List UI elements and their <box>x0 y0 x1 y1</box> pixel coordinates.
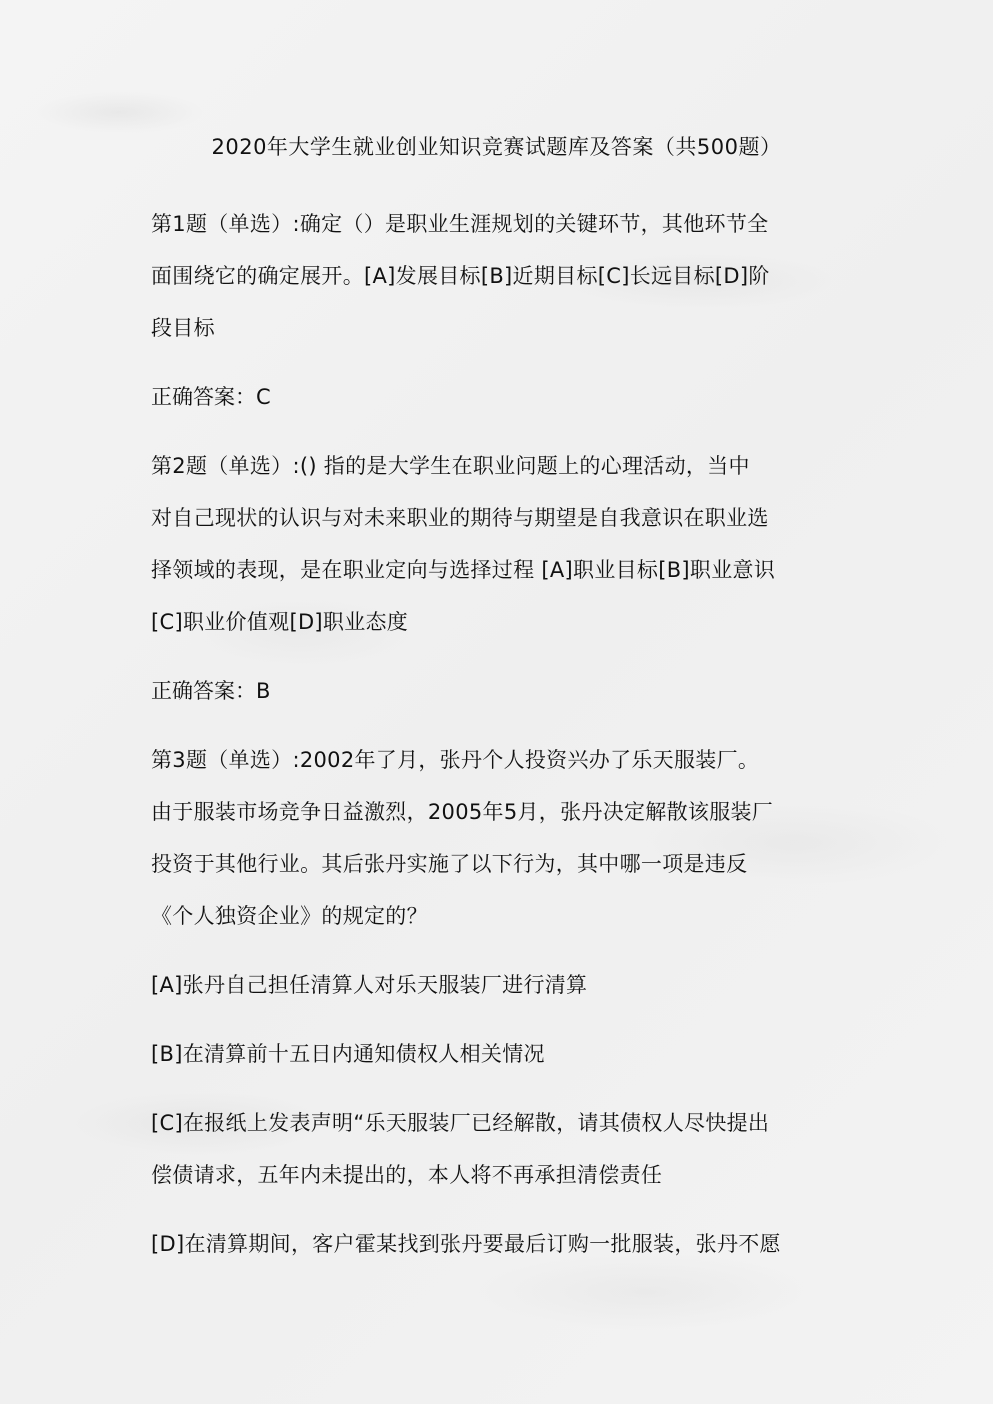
option-d-line-1: [D]在清算期间，客户霍某找到张丹要最后订购一批服装，张丹不愿 <box>151 1232 781 1256</box>
answer-label: 正确答案： <box>151 679 256 703</box>
question-3-stem-line-1: 第3题（单选）:2002年了月，张丹个人投资兴办了乐天服装厂。 <box>151 748 760 772</box>
question-1-answer <box>151 371 841 423</box>
document-title: 2020年大学生就业创业知识竞赛试题库及答案（共500题） <box>211 135 782 159</box>
question-3-option-b <box>151 1028 841 1080</box>
question-3-option-c <box>151 1097 841 1201</box>
question-2 <box>151 440 841 648</box>
answer-value: C <box>256 385 271 409</box>
question-1-stem-line-2: 面围绕它的确定展开。[A]发展目标[B]近期目标[C]长远目标[D]阶 <box>151 264 770 288</box>
answer-label: 正确答案： <box>151 385 256 409</box>
question-1 <box>151 198 841 354</box>
question-3-stem-line-2: 由于服装市场竞争日益激烈，2005年5月，张丹决定解散该服装厂 <box>151 800 774 824</box>
answer-value: B <box>256 679 271 703</box>
question-3-option-a <box>151 959 841 1011</box>
option-b-line-1: [B]在清算前十五日内通知债权人相关情况 <box>151 1042 545 1066</box>
question-2-stem-line-1: 第2题（单选）:() 指的是大学生在职业问题上的心理活动，当中 <box>151 454 750 478</box>
question-2-stem-line-4: [C]职业价值观[D]职业态度 <box>151 610 409 634</box>
question-2-stem-line-2: 对自己现状的认识与对未来职业的期待与期望是自我意识在职业选 <box>151 506 769 530</box>
option-a-line-1: [A]张丹自己担任清算人对乐天服装厂进行清算 <box>151 973 588 997</box>
question-2-stem-line-3: 择领域的表现，是在职业定向与选择过程 [A]职业目标[B]职业意识 <box>151 558 776 582</box>
question-3-stem-line-3: 投资于其他行业。其后张丹实施了以下行为，其中哪一项是违反 <box>151 852 748 876</box>
question-2-answer <box>151 665 841 717</box>
question-1-stem-line-3: 段目标 <box>151 316 215 340</box>
question-1-stem-line-1: 第1题（单选）:确定（）是职业生涯规划的关键环节，其他环节全 <box>151 212 769 236</box>
document-body <box>151 198 841 1270</box>
question-3-stem-line-4: 《个人独资企业》的规定的？ <box>151 904 428 928</box>
question-3 <box>151 734 841 942</box>
option-c-line-1: [C]在报纸上发表声明“乐天服装厂已经解散，请其债权人尽快提出 <box>151 1111 770 1135</box>
question-3-option-d <box>151 1218 841 1270</box>
option-c-line-2: 偿债请求，五年内未提出的，本人将不再承担清偿责任 <box>151 1163 663 1187</box>
